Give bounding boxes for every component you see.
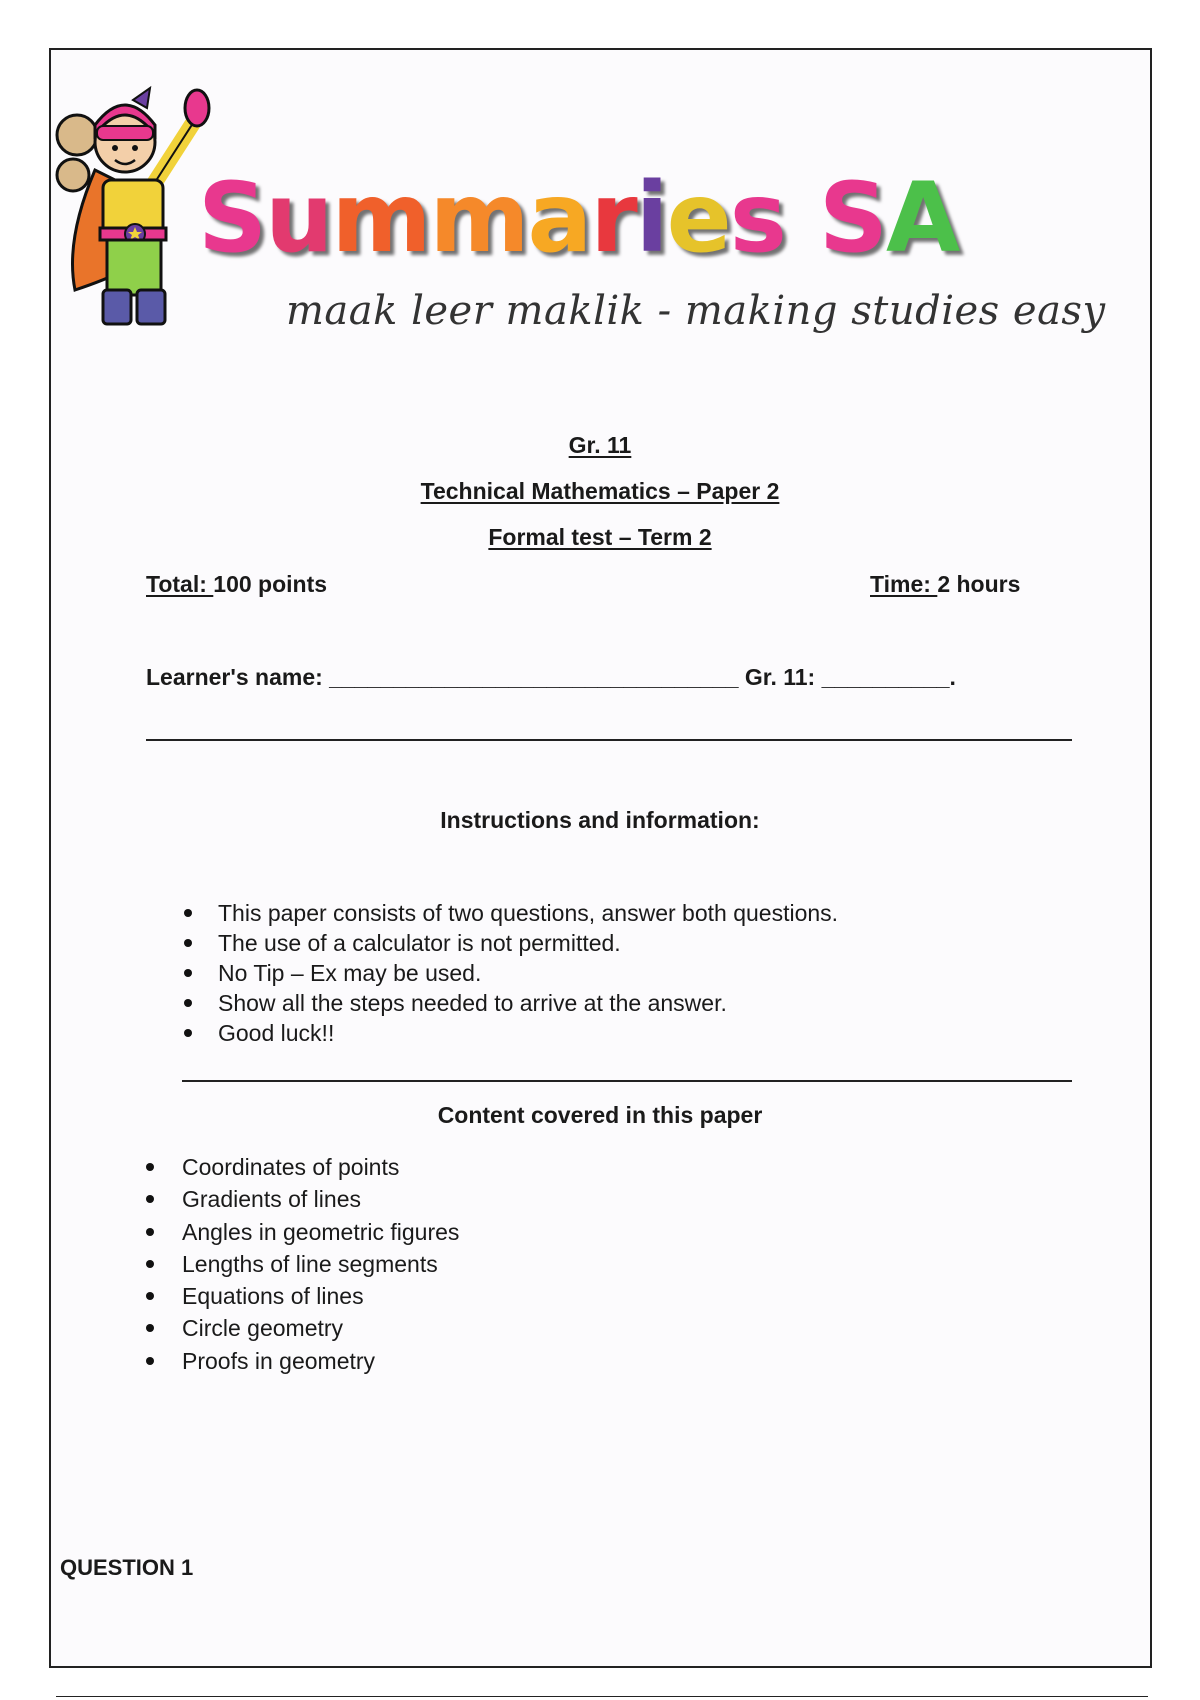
time-value: 2 hours [937, 571, 1021, 597]
time-label: Time: [870, 571, 938, 597]
bullet-icon [146, 1357, 154, 1365]
total-value: 100 points [213, 571, 328, 597]
bullet-icon [184, 909, 192, 917]
class-field[interactable]: __________. [821, 664, 956, 690]
bullet-icon [146, 1228, 154, 1236]
class-label: Gr. 11: [744, 664, 816, 690]
bullet-icon [146, 1195, 154, 1203]
brand-logo-text [198, 162, 959, 274]
brand-letter: m [331, 162, 430, 274]
test-heading: Formal test – Term 2 [488, 524, 712, 550]
brand-letter: s [729, 162, 785, 274]
content-heading: Content covered in this paper [437, 1102, 763, 1128]
instruction-text: Show all the steps needed to arrive at the answer. [218, 990, 727, 1016]
total-label: Total: [146, 571, 214, 597]
instruction-item [184, 958, 1084, 988]
bullet-icon [184, 939, 192, 947]
content-item [146, 1217, 1046, 1249]
content-text: Coordinates of points [182, 1154, 400, 1180]
bullet-icon [146, 1163, 154, 1171]
content-item [146, 1184, 1046, 1216]
content-text: Angles in geometric figures [182, 1218, 460, 1245]
content-text: Lengths of line segments [182, 1250, 438, 1277]
instruction-text: Good luck!! [218, 1020, 335, 1046]
instruction-text: The use of a calculator is not permitted. [218, 930, 621, 956]
question-1-heading: QUESTION 1 [60, 1555, 194, 1580]
brand-letter: i [635, 162, 667, 274]
bullet-icon [146, 1260, 154, 1268]
bullet-icon [184, 999, 192, 1007]
instruction-item [184, 1018, 1084, 1048]
content-text: Gradients of lines [182, 1186, 361, 1213]
instruction-text: No Tip – Ex may be used. [218, 960, 482, 986]
content-text: Proofs in geometry [182, 1347, 376, 1374]
brand-letter: u [265, 162, 332, 274]
brand-letter: A [885, 162, 959, 274]
content-item [146, 1281, 1046, 1313]
brand-letter: m [429, 162, 528, 274]
content-text: Circle geometry [182, 1315, 344, 1342]
bullet-icon [146, 1292, 154, 1300]
grade-heading: Gr. 11 [568, 432, 632, 458]
instructions-list [184, 898, 1084, 1048]
bullet-icon [184, 969, 192, 977]
instructions-heading: Instructions and information: [440, 807, 760, 833]
brand-letter: r [590, 162, 636, 274]
instruction-item [184, 928, 1084, 958]
brand-letter: S [818, 162, 886, 274]
learner-name-label: Learner's name: [146, 664, 323, 690]
instruction-item [184, 988, 1084, 1018]
content-list [146, 1152, 1046, 1378]
content-text: Equations of lines [182, 1283, 364, 1310]
content-item [146, 1152, 1046, 1184]
learner-name-line [146, 664, 956, 691]
bullet-icon [184, 1029, 192, 1037]
subject-heading: Technical Mathematics – Paper 2 [420, 478, 780, 504]
content-item [146, 1249, 1046, 1281]
divider [146, 739, 1072, 741]
brand-tagline: maak leer maklik - making studies easy [286, 288, 1106, 334]
total-points [146, 571, 327, 598]
brand-letter: S [198, 162, 266, 274]
brand-letter: a [527, 162, 591, 274]
instruction-text: This paper consists of two questions, answer both questions. [218, 900, 839, 926]
content-item [146, 1313, 1046, 1345]
time-allowed [870, 571, 1020, 598]
content-item [146, 1346, 1046, 1378]
bottom-rule [56, 1696, 1148, 1697]
bullet-icon [146, 1324, 154, 1332]
learner-name-field[interactable]: ________________________________ [329, 664, 739, 690]
instruction-item [184, 898, 1084, 928]
divider [182, 1080, 1072, 1082]
brand-letter: e [666, 162, 730, 274]
